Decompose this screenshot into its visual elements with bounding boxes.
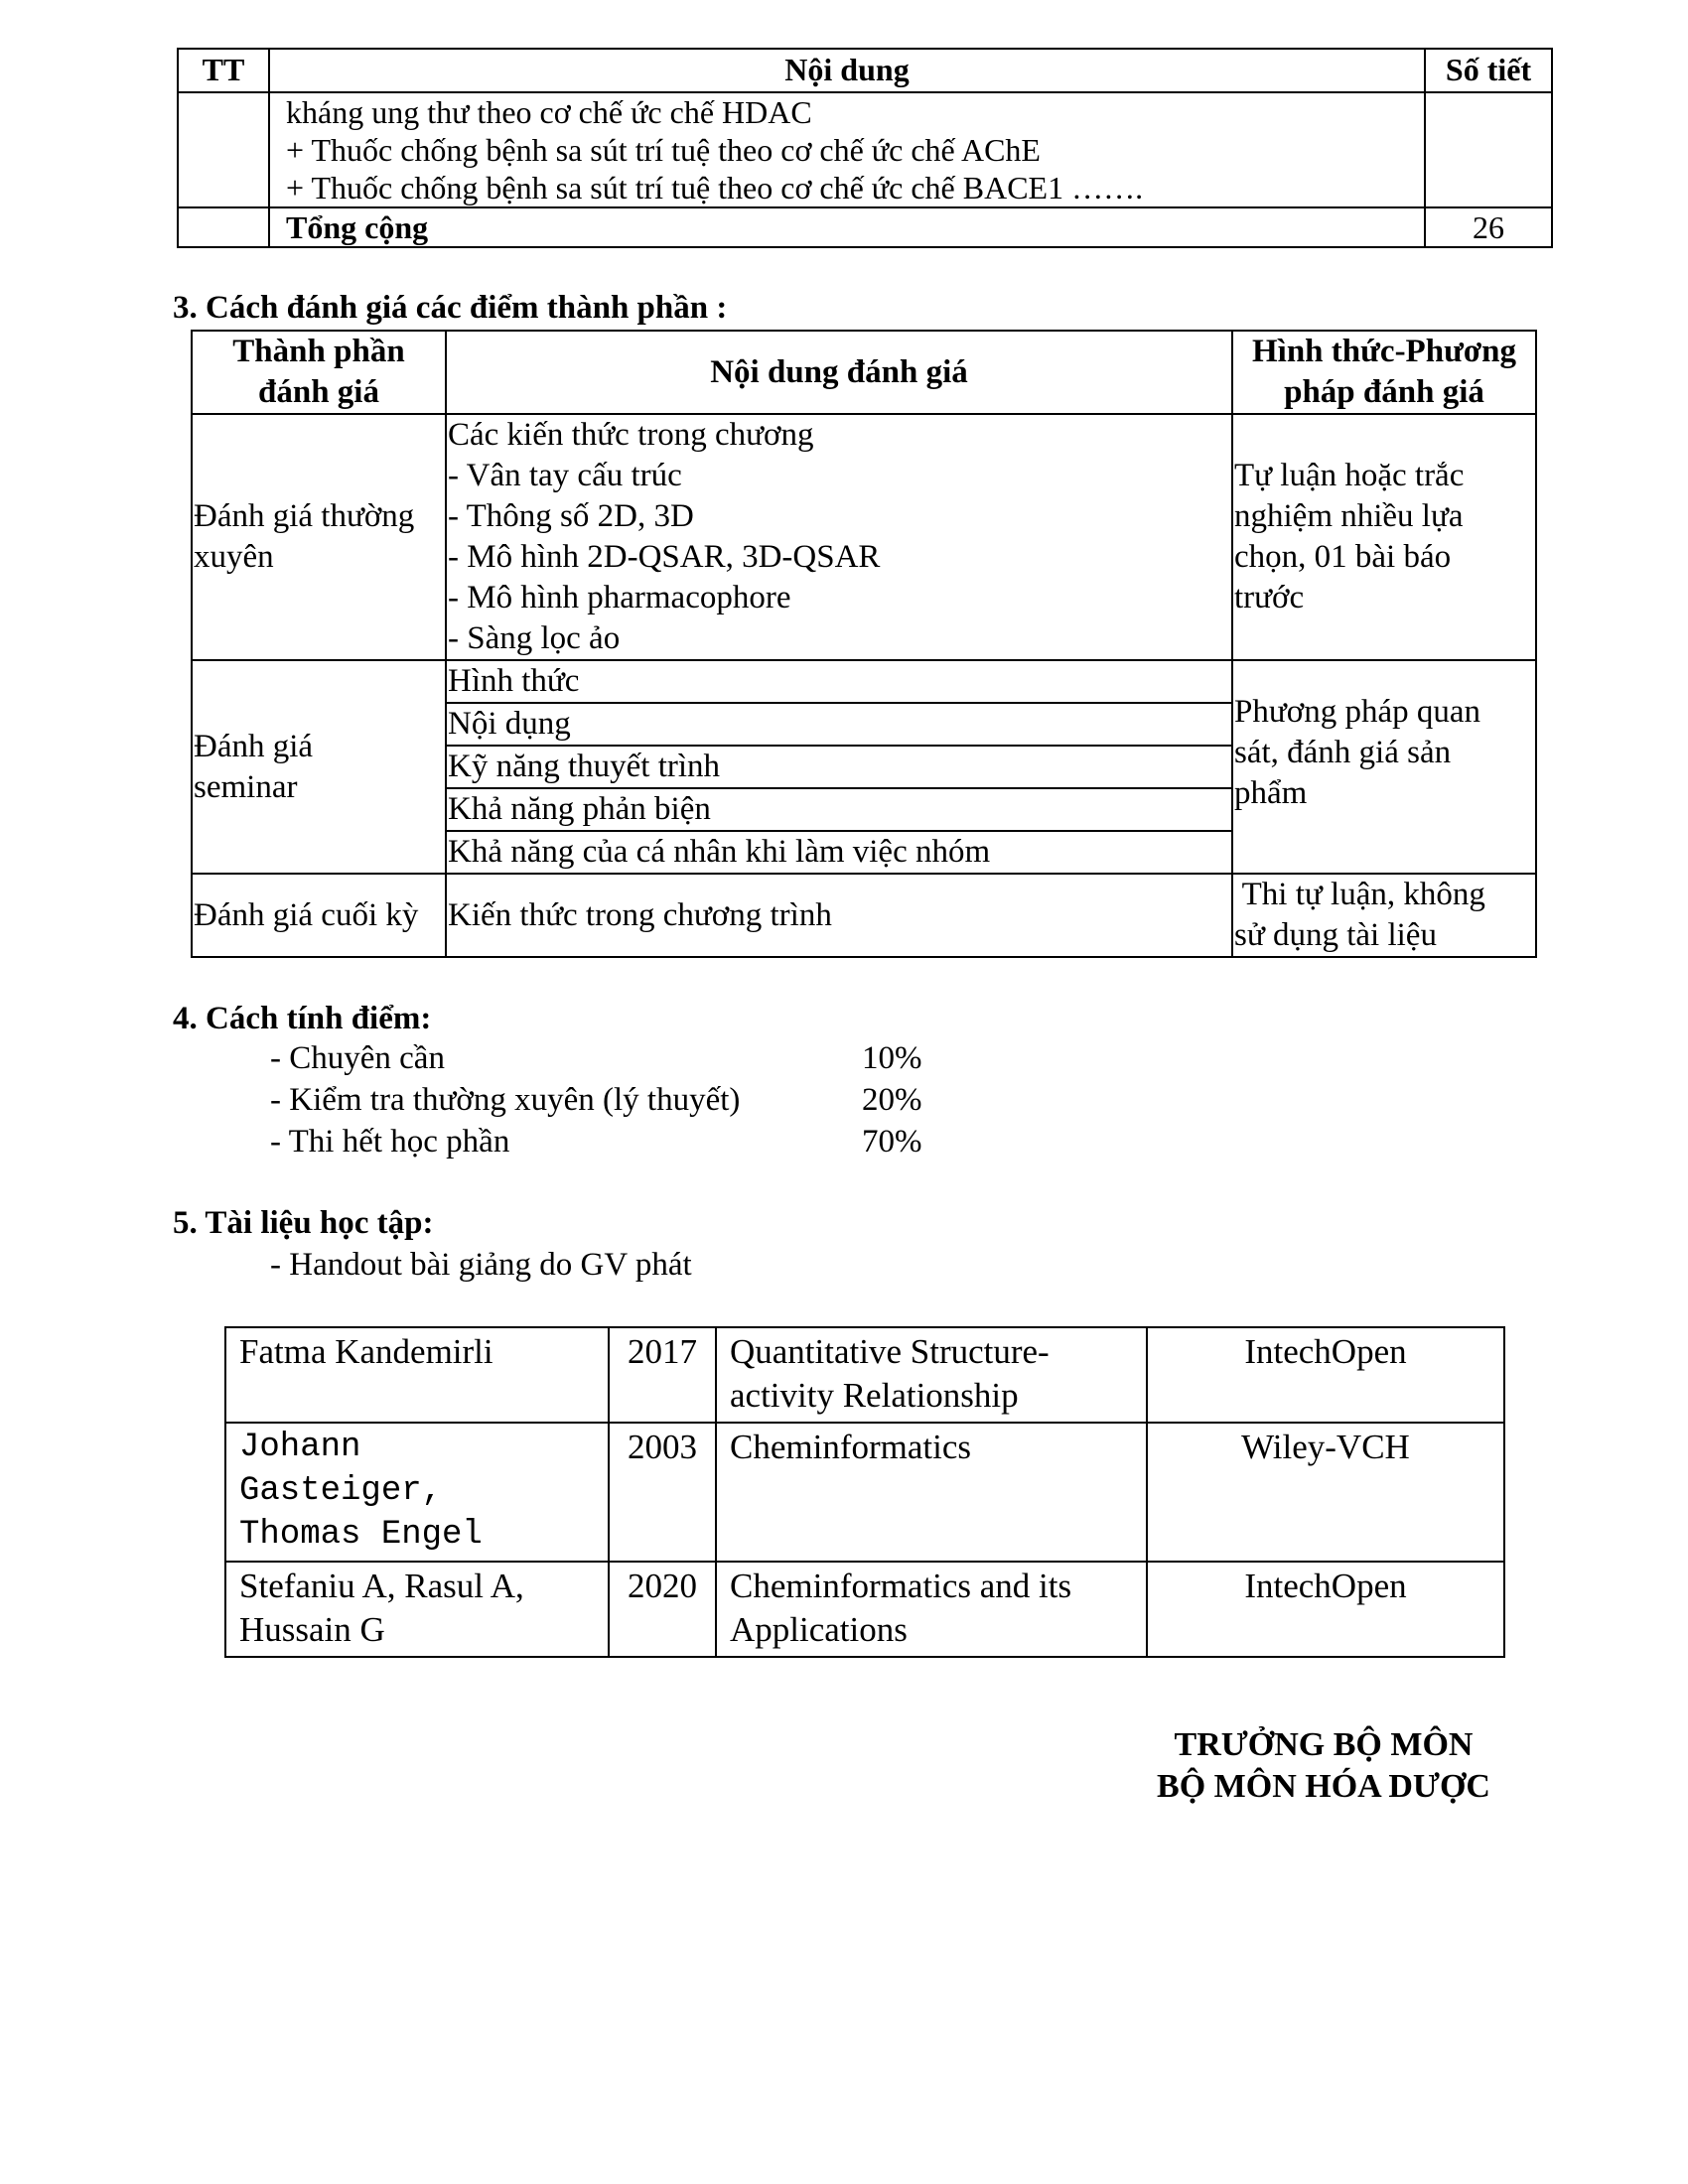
author-line: Fatma Kandemirli [239,1332,493,1371]
component-cell: Đánh giá cuối kỳ [192,874,446,957]
title-line: Cheminformatics [730,1428,972,1466]
year-cell: 2020 [609,1562,716,1657]
section-heading: 5. Tài liệu học tập: [173,1205,434,1241]
table-row [225,1423,1504,1562]
grade-label: - Thi hết học phần [270,1124,510,1160]
content-line: - Vân tay cấu trúc [448,458,682,493]
header-method [1232,331,1536,414]
author-line: Stefaniu A, Rasul A, [239,1567,524,1605]
tt-cell [178,92,269,207]
tt-cell [178,207,269,247]
year-cell: 2017 [609,1327,716,1423]
content-line: Các kiến thức trong chương [448,417,814,453]
title-line: Cheminformatics and its [730,1567,1072,1605]
header-line: đánh giá [258,374,379,410]
header-line: pháp đánh giá [1284,374,1484,410]
content-line: kháng ung thư theo cơ chế ức chế HDAC [286,94,812,130]
content-line: + Thuốc chống bệnh sa sút trí tuệ theo cơ chế ức chế BACE1 ……. [286,170,1144,205]
component-line: Đánh giá thường [194,498,415,534]
title-cell [716,1327,1147,1423]
header-line: Hình thức-Phương [1251,334,1516,369]
total-value: 26 [1425,207,1552,247]
title-cell [716,1423,1147,1562]
content-cell [446,414,1232,660]
table-row [178,92,1552,207]
grade-label: - Chuyên cần [270,1040,445,1076]
title-line: Quantitative Structure- [730,1332,1050,1371]
author-line: Johann [239,1429,361,1466]
signature-title: TRƯỞNG BỘ MÔN [1174,1726,1474,1763]
component-cell [192,414,446,660]
table-row [192,414,1536,660]
seminar-item: Khả năng của cá nhân khi làm việc nhóm [446,831,1232,874]
method-line: Tự luận hoặc trắc [1234,458,1465,493]
handout-item: - Handout bài giảng do GV phát [270,1247,692,1283]
table-row [225,1327,1504,1423]
header-component [192,331,446,414]
title-cell [716,1562,1147,1657]
evaluation-table [191,330,1537,958]
content-line: - Mô hình 2D-QSAR, 3D-QSAR [448,539,881,575]
table-header-row [192,331,1536,414]
header-tt: TT [178,49,269,92]
section-heading: 4. Cách tính điểm: [173,1001,432,1036]
method-cell [1232,414,1536,660]
content-line: - Thông số 2D, 3D [448,498,694,534]
signature-department: BỘ MÔN HÓA DƯỢC [1157,1768,1490,1805]
method-line: chọn, 01 bài báo [1234,539,1452,575]
author-cell [225,1327,609,1423]
author-line: Hussain G [239,1610,385,1649]
content-cell: Kiến thức trong chương trình [446,874,1232,957]
author-cell [225,1423,609,1562]
table-row [192,660,1536,703]
references-table [224,1326,1505,1658]
seminar-item: Kỹ năng thuyết trình [446,746,1232,788]
table-header-row [178,49,1552,92]
header-periods: Số tiết [1425,49,1552,92]
content-line: - Sàng lọc ảo [448,620,621,656]
publisher-cell: IntechOpen [1147,1562,1504,1657]
component-line: seminar [194,768,298,805]
component-cell [192,660,446,874]
method-line: trước [1234,580,1305,615]
method-line: sử dụng tài liệu [1234,917,1437,953]
author-line: Thomas Engel [239,1516,483,1554]
table-row [225,1562,1504,1657]
total-row [178,207,1552,247]
content-line: - Mô hình pharmacophore [448,580,791,615]
author-line: Gasteiger, [239,1472,443,1510]
component-line: Đánh giá [194,728,314,764]
method-line: sát, đánh giá sản [1234,735,1452,770]
method-line: Thi tự luận, không [1234,877,1485,912]
grade-label: - Kiểm tra thường xuyên (lý thuyết) [270,1082,741,1118]
table-row [192,874,1536,957]
seminar-item: Khả năng phản biện [446,788,1232,831]
syllabus-table [177,48,1553,248]
header-content: Nội dung [269,49,1425,92]
method-cell [1232,874,1536,957]
year-cell: 2003 [609,1423,716,1562]
seminar-item: Nội dụng [446,703,1232,746]
method-cell [1232,660,1536,874]
component-line: xuyên [194,539,274,575]
header-content: Nội dung đánh giá [446,331,1232,414]
grade-value: 70% [862,1124,922,1160]
method-line: Phương pháp quan [1234,694,1480,730]
header-line: Thành phần [232,334,405,369]
total-label: Tổng cộng [269,207,1425,247]
grade-value: 20% [862,1082,922,1118]
title-line: activity Relationship [730,1376,1019,1415]
author-cell [225,1562,609,1657]
content-cell [269,92,1425,207]
periods-cell [1425,92,1552,207]
method-line: phẩm [1234,775,1308,811]
method-line: nghiệm nhiều lựa [1234,498,1464,534]
seminar-item: Hình thức [446,660,1232,703]
publisher-cell: IntechOpen [1147,1327,1504,1423]
content-line: + Thuốc chống bệnh sa sút trí tuệ theo cơ chế ức chế AChE [286,132,1041,168]
grade-value: 10% [862,1040,922,1076]
title-line: Applications [730,1610,908,1649]
section-heading: 3. Cách đánh giá các điểm thành phần : [173,290,728,326]
publisher-cell: Wiley-VCH [1147,1423,1504,1562]
